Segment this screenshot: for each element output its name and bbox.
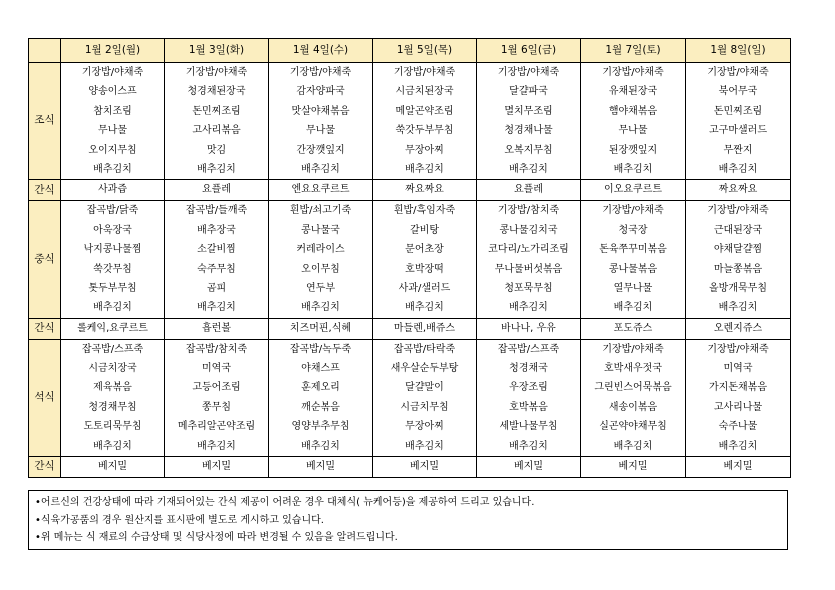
snack-2-label: 간식 [29,318,61,339]
menu-item: 가지돈채볶음 [709,382,767,394]
snack-1-cell: 사과즙 [61,180,165,201]
day-header: 1월 4일(수) [269,39,373,63]
menu-item: 배추김치 [93,163,132,175]
menu-item: 배추김치 [93,440,132,452]
menu-item: 깨순볶음 [301,401,340,413]
lunch-cell [165,201,269,318]
menu-item: 열무나물 [613,282,653,294]
dinner-cell [165,339,269,456]
menu-item: 영양부추무침 [291,421,350,433]
note-line: •위 메뉴는 식 재료의 수급상태 및 식당사정에 따라 변경될 수 있음을 알려드립니다. [35,532,398,543]
corner-cell [29,39,61,63]
menu-item: 기장밥/야채죽 [707,343,769,355]
breakfast-cell [373,63,477,180]
menu-item: 미역국 [202,363,231,375]
breakfast-cell [61,63,165,180]
snack-1-row [29,180,791,201]
menu-item: 야채스프 [301,363,340,375]
menu-item: 양송이스프 [88,86,137,98]
day-header: 1월 8일(일) [686,39,791,63]
snack-2-cell: 치즈머핀,식혜 [269,318,373,339]
day-header: 1월 6일(금) [477,39,581,63]
snack-3-cell: 베지밀 [477,457,581,478]
menu-item: 쑥갓두부무침 [395,125,454,137]
snack-2-cell: 오렌지쥬스 [686,318,791,339]
menu-item: 도토리묵무침 [83,421,142,433]
menu-item: 배추김치 [509,440,548,452]
menu-item: 새송이볶음 [608,401,658,413]
menu-item: 돈민찌조림 [713,105,763,117]
menu-item: 흰밥/쇠고기죽 [289,205,352,217]
snack-1-cell: 요플레 [477,180,581,201]
menu-item: 쫑무침 [202,401,231,413]
snack-1-cell: 엔요요쿠르트 [269,180,373,201]
snack-1-cell: 짜요짜요 [373,180,477,201]
menu-item: 기장밥/야채죽 [707,205,769,217]
dinner-cell [581,339,686,456]
snack-3-cell: 베지밀 [165,457,269,478]
menu-item: 배추김치 [718,302,758,314]
menu-item: 달걀말이 [405,382,444,394]
snack-2-cell: 마들렌,배쥬스 [373,318,477,339]
snack-3-cell: 베지밀 [269,457,373,478]
menu-item: 무나물 [98,125,127,137]
dinner-cell [373,339,477,456]
lunch-cell [581,201,686,318]
menu-item: 세발나물무침 [499,421,558,433]
menu-item: 배추김치 [613,302,653,314]
menu-item: 낙지콩나물찜 [83,244,142,256]
lunch-cell [686,201,791,318]
menu-item: 청포묵무침 [504,282,553,294]
menu-item: 무장아찌 [405,421,444,433]
menu-item: 오복지무침 [504,144,553,156]
menu-item: 달걀파국 [509,86,548,98]
menu-item: 호박장떡 [405,263,444,275]
menu-item: 청경채국 [509,363,548,375]
menu-item: 간장깻잎지 [296,144,345,156]
menu-item: 톳두부무침 [88,282,137,294]
menu-item: 돈민찌조림 [192,105,241,117]
menu-item: 고사리볶음 [192,125,241,137]
dinner-cell [477,339,581,456]
menu-item: 무장아찌 [405,144,444,156]
menu-item: 미역국 [723,363,753,375]
menu-item: 기장밥/야채죽 [602,343,664,355]
menu-item: 호박볶음 [509,401,548,413]
snack-1-cell: 짜요짜요 [686,180,791,201]
dinner-label: 석식 [29,339,61,456]
menu-item: 배추김치 [197,302,236,314]
day-header: 1월 3일(화) [165,39,269,63]
header-row [29,39,791,63]
breakfast-cell [269,63,373,180]
menu-item: 배추김치 [197,440,236,452]
day-header: 1월 7일(토) [581,39,686,63]
menu-item: 제육볶음 [93,382,132,394]
menu-item: 호박새우젓국 [604,363,662,375]
note-line: •식육가공품의 경우 원산지를 표시판에 별도로 게시하고 있습니다. [35,514,324,526]
snack-1-label: 간식 [29,180,61,201]
menu-item: 배추김치 [405,440,444,452]
day-header: 1월 5일(목) [373,39,477,63]
menu-item: 무짠지 [723,144,753,156]
menu-item: 무나물 [306,125,335,137]
menu-item: 돈육쭈꾸미볶음 [599,244,667,256]
menu-item: 연두부 [306,282,335,294]
menu-item: 고등어조림 [192,382,241,394]
menu-item: 기장밥/야채죽 [185,67,248,78]
menu-item: 고구마샐러드 [709,125,767,137]
note-line: •어르신의 건강상태에 따라 기재되어있는 간식 제공이 어려운 경우 대체식( 뉴케어등)을 제공하여 드리고 있습니다. [35,497,535,508]
menu-item: 고사리나물 [713,401,763,413]
menu-item: 소갈비찜 [197,244,236,256]
dinner-cell [269,339,373,456]
snack-2-row [29,318,791,339]
menu-item: 기장밥/야채죽 [707,67,769,78]
menu-item: 기장밥/야채죽 [602,205,664,217]
menu-item: 기장밥/야채죽 [497,67,560,78]
menu-item: 곰피 [206,282,227,294]
snack-3-cell: 베지밀 [373,457,477,478]
menu-item: 배추김치 [718,440,758,452]
menu-item: 기장밥/야채죽 [81,67,144,78]
breakfast-row [29,63,791,180]
menu-item: 야채달걀찜 [713,244,763,256]
menu-item: 오이지무침 [88,144,137,156]
snack-2-cell: 바나나, 우유 [477,318,581,339]
menu-item: 북어무국 [718,86,758,98]
menu-item: 콩나물김치국 [499,224,558,236]
menu-item: 배추김치 [301,163,340,175]
menu-item: 청경채된장국 [187,86,246,98]
menu-item: 배추김치 [718,163,758,175]
menu-item: 맛김 [206,144,227,156]
breakfast-cell [477,63,581,180]
snack-2-cell: 롤케익,요쿠르트 [61,318,165,339]
lunch-cell [269,201,373,318]
menu-item: 배추김치 [301,302,340,314]
menu-item: 새우살순두부탕 [390,363,459,375]
menu-item: 잡곡밥/들깨죽 [185,205,248,217]
menu-item: 흰밥/흑임자죽 [393,205,456,217]
menu-item: 햄야채볶음 [608,105,658,117]
menu-item: 배추김치 [405,302,444,314]
menu-item: 숙주무침 [197,263,236,275]
breakfast-cell [165,63,269,180]
menu-item: 참치조림 [93,105,132,117]
menu-item: 배추김치 [197,163,236,175]
menu-item: 콩나물볶음 [608,263,658,275]
snack-3-row [29,457,791,478]
snack-2-cell: 포도쥬스 [581,318,686,339]
menu-item: 유채된장국 [608,86,658,98]
day-header: 1월 2일(월) [61,39,165,63]
menu-item: 근대된장국 [713,224,763,236]
breakfast-label: 조식 [29,63,61,180]
menu-item: 기장밥/야채죽 [602,67,664,78]
menu-item: 배추김치 [613,163,653,175]
menu-item: 아욱장국 [93,224,132,236]
menu-item: 배추김치 [405,163,444,175]
menu-item: 청경채무침 [88,401,137,413]
menu-item: 시금치장국 [88,363,137,375]
snack-3-cell: 베지밀 [686,457,791,478]
menu-item: 청경채나물 [504,125,553,137]
menu-item: 무나물 [618,125,648,137]
weekly-menu-table [28,38,791,478]
menu-item: 갈비탕 [410,224,439,236]
menu-item: 기장밥/야채죽 [289,67,352,78]
menu-item: 커레라이스 [296,244,345,256]
snack-3-cell: 베지밀 [581,457,686,478]
menu-item: 배추김치 [613,440,653,452]
menu-item: 감자양파국 [296,86,345,98]
lunch-row [29,201,791,318]
dinner-cell [61,339,165,456]
menu-item: 잡곡밥/스프죽 [81,343,144,355]
menu-item: 코다리/노가리조림 [488,244,569,256]
menu-item: 메알곤약조림 [395,105,454,117]
notes-box [28,490,788,550]
menu-item: 숙주나물 [718,421,758,433]
menu-item: 시금치된장국 [395,86,454,98]
breakfast-cell [686,63,791,180]
menu-item: 배추장국 [197,224,236,236]
snack-3-cell: 베지밀 [61,457,165,478]
snack-1-cell: 이오요쿠르트 [581,180,686,201]
menu-item: 멸치무조림 [504,105,553,117]
menu-item: 그린빈스어묵볶음 [594,382,672,394]
menu-item: 잡곡밥/스프죽 [497,343,560,355]
menu-item: 오이무침 [301,263,340,275]
menu-item: 기장밥/참치죽 [497,205,560,217]
menu-item: 쑥갓무침 [93,263,132,275]
snack-2-cell: 흡런볼 [165,318,269,339]
menu-item: 실곤약야채무침 [599,421,667,433]
menu-item: 훈제오리 [301,382,340,394]
menu-item: 올방개묵무침 [709,282,767,294]
menu-item: 배추김치 [509,163,548,175]
dinner-cell [686,339,791,456]
menu-item: 배추김치 [93,302,132,314]
snack-3-label: 간식 [29,457,61,478]
menu-item: 잡곡밥/참치죽 [185,343,248,355]
menu-item: 된장깻잎지 [608,144,658,156]
lunch-cell [61,201,165,318]
menu-item: 잡곡밥/녹두죽 [289,343,352,355]
menu-item: 시금치무침 [400,401,449,413]
lunch-cell [477,201,581,318]
menu-item: 기장밥/야채죽 [393,67,456,78]
lunch-label: 중식 [29,201,61,318]
menu-item: 문어초장 [405,244,444,256]
menu-item: 메추리알곤약조림 [177,421,256,433]
breakfast-cell [581,63,686,180]
menu-item: 사과/샐러드 [398,282,451,294]
menu-item: 우장조림 [509,382,548,394]
menu-item: 잡곡밥/닭죽 [86,205,139,217]
menu-item: 청국장 [618,224,648,236]
lunch-cell [373,201,477,318]
menu-item: 잡곡밥/타락죽 [393,343,456,355]
menu-item: 배추김치 [509,302,548,314]
menu-item: 무나물버섯볶음 [494,263,563,275]
menu-item: 배추김치 [301,440,340,452]
dinner-row [29,339,791,456]
snack-1-cell: 요플레 [165,180,269,201]
menu-item: 맛살야채볶음 [291,105,350,117]
menu-item: 마늘쫑볶음 [713,263,763,275]
menu-item: 콩나물국 [301,224,340,236]
